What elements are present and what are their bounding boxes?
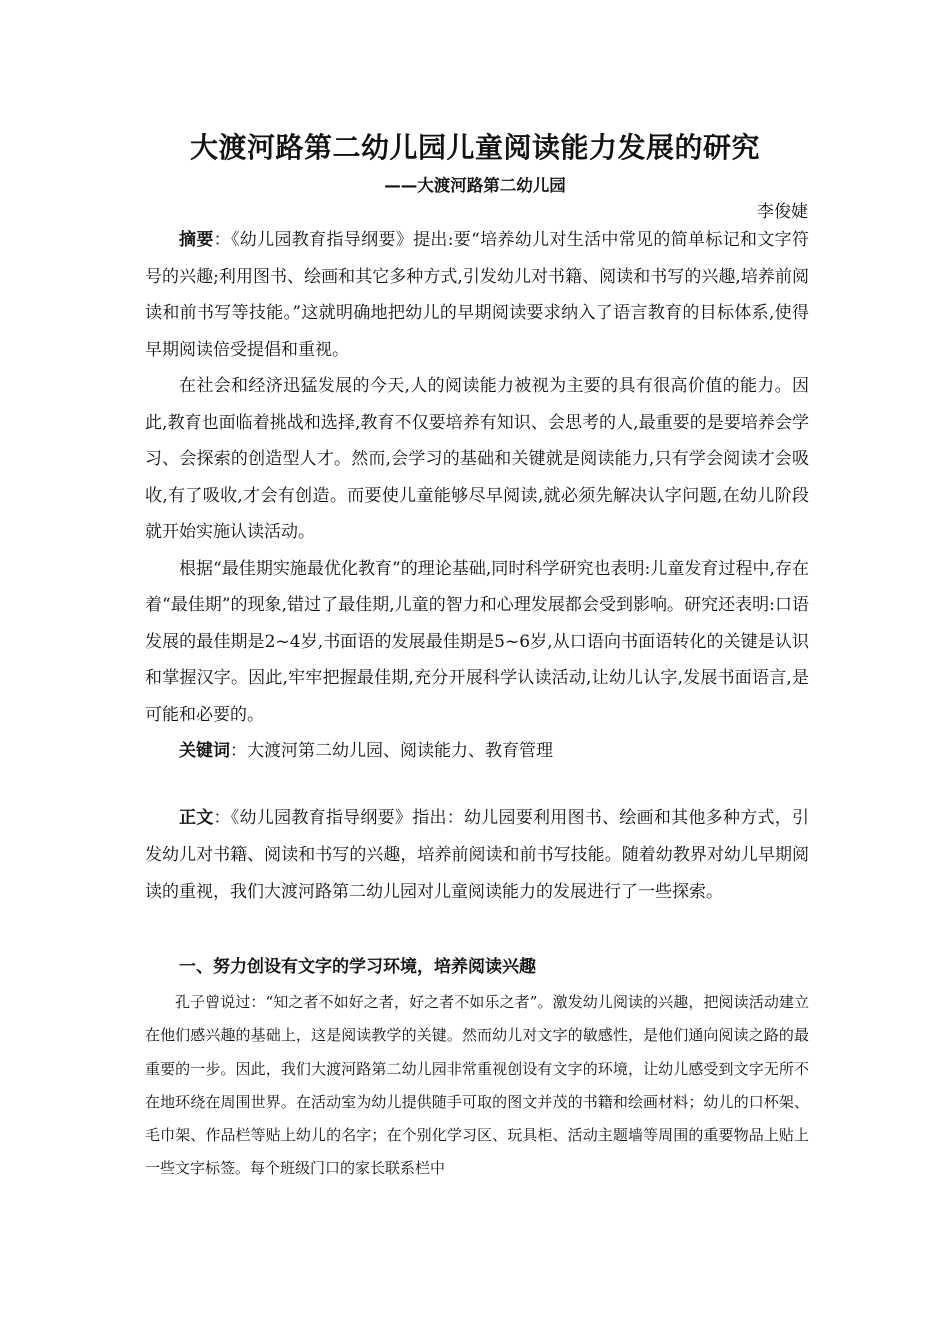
keywords-label: 关键词 — [179, 741, 230, 761]
section-1-paragraph: 孔子曾说过：“知之者不如好之者，好之者不如乐之者”。激发幼儿阅读的兴趣，把阅读活动建立在他们感兴趣的基础上，这是阅读教学的关键。然而幼儿对文字的敏感性，是他们通向阅读之路的最重要的一步。因此，我们大渡河路第二幼儿园非常重视创设有文字的环境，让幼儿感受到文字无所不在地环绕在周围世界。在活动室为幼儿提供随手可取的图文并茂的书籍和绘画材料；幼儿的口杯架、毛巾架、作品栏等贴上幼儿的名字；在个别化学习区、玩具柜、活动主题墙等周围的重要物品上贴上一些文字标签。每个班级门口的家长联系栏中 — [145, 993, 809, 1178]
abstract-label: 摘要 — [179, 230, 214, 250]
document-title: 大渡河路第二幼儿园儿童阅读能力发展的研究 — [189, 131, 760, 164]
body-text: ：《幼儿园教育指导纲要》指出：幼儿园要利用图书、绘画和其他多种方式，引发幼儿对书籍、阅读和书写的兴趣，培养前阅读和前书写技能。随着幼教界对幼儿早期阅读的重视，我们大渡河路第二幼儿园对儿童阅读能力的发展进行了一些探索。 — [145, 808, 810, 902]
keywords-text: ：大渡河第二幼儿园、阅读能力、教育管理 — [230, 741, 553, 761]
abstract-text: ：《幼儿园教育指导纲要》提出:要“培养幼儿对生活中常见的简单标记和文字符号的兴趣;利用图书、绘画和其它多种方式,引发幼儿对书籍、阅读和书写的兴趣,培养前阅读和前书写等技能。”这就明确地把幼儿的早期阅读要求纳入了语言教育的目标体系,使得早期阅读倍受提倡和重视。 — [145, 230, 809, 360]
keywords-line — [145, 733, 809, 770]
document-subtitle: ——大渡河路第二幼儿园 — [384, 176, 566, 195]
body-section — [145, 800, 809, 911]
body-label: 正文 — [179, 808, 214, 828]
section-1-heading: 一、努力创设有文字的学习环境，培养阅读兴趣 — [179, 957, 536, 977]
abstract-paragraph-1 — [145, 222, 809, 368]
section-1-body — [145, 986, 809, 1186]
body-paragraph — [145, 800, 809, 911]
abstract-paragraph-2: 在社会和经济迅猛发展的今天,人的阅读能力被视为主要的具有很高价值的能力。因此,教育也面临着挑战和选择,教育不仅要培养有知识、会思考的人,最重要的是要培养会学习、会探索的创造型人才。然而,会学习的基础和关键就是阅读能力,只有学会阅读才会吸收,有了吸收,才会有创造。而要使儿童能够尽早阅读,就必须先解决认字问题,在幼儿阶段就开始实施认读活动。 — [145, 376, 809, 542]
abstract-paragraph-3: 根据“最佳期实施最优化教育”的理论基础,同时科学研究也表明:儿童发育过程中,存在着“最佳期”的现象,错过了最佳期,儿童的智力和心理发展都会受到影响。研究还表明:口语发展的最佳期是2~4岁,书面语的发展最佳期是5~6岁,从口语向书面语转化的关键是认识和掌握汉字。因此,牢牢把握最佳期,充分开展科学认读活动,让幼儿认字,发展书面语言,是可能和必要的。 — [145, 558, 809, 725]
author-name: 李俊婕 — [757, 202, 808, 222]
abstract-section — [145, 222, 809, 770]
